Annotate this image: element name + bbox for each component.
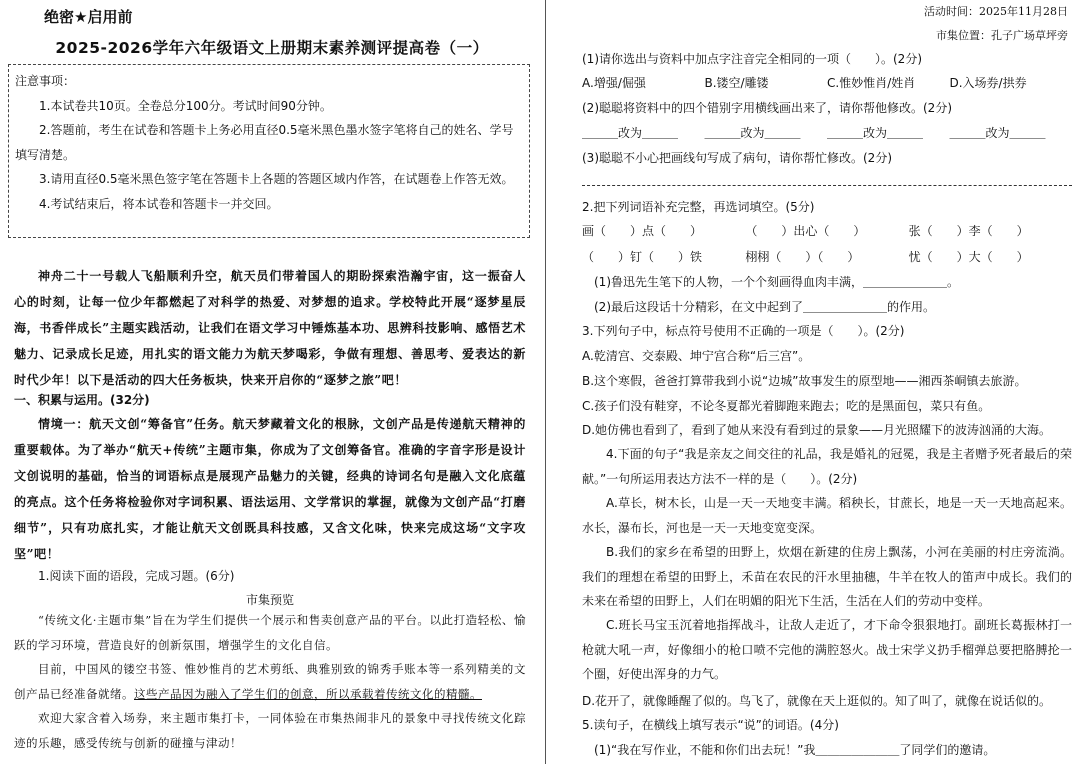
right-page	[556, 0, 1080, 764]
exam-title: 2025-2026学年六年级语文上册期末素养测评提高卷（一）	[55, 39, 489, 57]
word-blank: （ ）出心（ ）	[745, 224, 866, 238]
section-heading: 一、积累与运用。(32分)	[14, 393, 150, 407]
word-blank: 栩栩（ ）（ ）	[745, 250, 860, 264]
word-blank: 画（ ）点（ ）	[582, 224, 703, 238]
passage-text: 目前，中国风的镂空书签、惟妙惟肖的艺术剪纸、典雅别致的锦秀手账本等一系列精美的文创产品已经准备就绪。	[14, 662, 526, 701]
option-b: B.镂空/雕镂	[704, 76, 769, 90]
word-blank: 张（ ）李（ ）	[908, 224, 1029, 238]
word-blank: （ ）钉（ ）铁	[582, 250, 703, 264]
option-a: A.增强/倔强	[582, 76, 646, 90]
q2-words-row-2	[582, 248, 1072, 265]
question-2: 2.把下列词语补充完整，再选词填空。(5分)	[582, 200, 815, 214]
column-divider	[545, 0, 546, 764]
question-2-2: (2)最后这段话十分精彩，在文中起到了＿＿＿＿＿＿＿的作用。	[594, 300, 936, 314]
q2-words-row-1	[582, 222, 1072, 239]
question-5: 5.读句子，在横线上填写表示“说”的词语。(4分)	[582, 718, 839, 732]
passage-title: 市集预览	[245, 593, 294, 607]
q4-option-b-block	[582, 540, 1072, 614]
answer-blank: ＿＿＿改为＿＿＿	[582, 126, 679, 140]
question-4-text: 4.下面的句子“我是亲友之间交往的礼品，我是婚礼的冠冕，我是主者赠予死者最后的荣献。”一句所运用表达方法不一样的是（ ）。(2分)	[582, 447, 1072, 486]
answer-blank: ＿＿＿改为＿＿＿	[704, 126, 801, 140]
notice-item: 3.请用直径0.5毫米黑色签字笔在答题卡上各题的答题区域内作答，在试题卷上作答无效。	[39, 172, 514, 186]
q1-2-blanks	[582, 124, 1072, 141]
q4-option-a-block	[582, 491, 1072, 540]
market-location: 市集位置：孔子广场草坪旁	[936, 29, 1068, 42]
underlined-sentence: 这些产品因为融入了学生们的创意，所以承载着传统文化的精髓。	[134, 686, 482, 701]
q4-option-a: A.草长，树木长，山是一天一天地变丰满。稻秧长，甘蔗长，地是一天一天地高起来。水长，瀑布长，河也是一天一天地变宽变深。	[582, 496, 1072, 535]
option-d: D.入场券/拱券	[949, 76, 1027, 90]
question-2-1: (1)鲁迅先生笔下的人物，一个个刻画得血肉丰满，＿＿＿＿＿＿＿。	[594, 275, 960, 289]
left-page	[0, 0, 538, 764]
passage-paragraph	[14, 657, 526, 706]
question-1-1: (1)请你选出与资料中加点字注音完全相同的一项（ ）。(2分)	[582, 52, 922, 66]
answer-blank: ＿＿＿改为＿＿＿	[827, 126, 924, 140]
notice-item: 2.答题前，考生在试卷和答题卡上务必用直径0.5毫米黑色墨水签字笔将自己的姓名、学号填写清楚。	[15, 123, 514, 162]
q4-option-c-block	[582, 613, 1072, 687]
notice-item: 4.考试结束后，将本试卷和答题卡一并交回。	[39, 196, 279, 211]
notice-item: 1.本试卷共10页。全卷总分100分。考试时间90分钟。	[39, 98, 332, 113]
situation-paragraph: 情境一：航天文创“筹备官”任务。航天梦藏着文化的根脉，文创产品是传递航天精神的重要载体。为了举办“航天+传统”主题市集，你成为了文创筹备官。准确的字音字形是设计文创说明的基础，恰当的词语标点是展现产品魅力的关键，经典的诗词名句是融入文化底蕴的亮点。这个任务将检验你对字词积累、语法运用、文学常识的掌握，就像为文创产品“打磨细节”，只有功底扎实，才能让航天文创既具科技感，又含文化味，快来完成这场“文字攻坚”吧！	[14, 417, 526, 561]
passage-paragraph: 欢迎大家含着入场券，来主题市集打卡，一同体验在市集热闹非凡的景象中寻找传统文化踪迹的乐趣，感受传统与创新的碰撞与津动！	[14, 711, 526, 750]
activity-time: 活动时间：2025年11月28日	[924, 5, 1068, 18]
passage-paragraph: “传统文化·主题市集”旨在为学生们提供一个展示和售卖创意产品的平台。以此打造轻松、愉跃的学习环境，营造良好的创新氛围，增强学生的文化自信。	[14, 613, 526, 652]
answer-blank: ＿＿＿改为＿＿＿	[949, 126, 1046, 140]
question-4	[582, 442, 1072, 491]
q4-option-b: B.我们的家乡在希望的田野上，炊烟在新建的住房上飘荡，小河在美丽的村庄旁流淌。我们的理想在希望的田野上，禾苗在农民的汗水里抽穗，牛羊在牧人的笛声中成长。我们的未来在希望的田野上，人们在明媚的阳光下生活，生活在人们的劳动中变样。	[582, 545, 1072, 608]
question-1: 1.阅读下面的语段，完成习题。(6分)	[38, 569, 235, 583]
answer-line	[582, 185, 1072, 186]
option-c: C.惟妙惟肖/姓肖	[827, 76, 916, 90]
notice-box	[8, 64, 530, 238]
q4-option-c: C.班长马宝玉沉着地指挥战斗，让敌人走近了，才下命令狠狠地打。副班长葛振林打一枪就大吼一声，好像细小的枪口喷不完他的满腔怒火。战士宋学义扔手榴弹总要把胳膊抡一个圈，好使出浑身的力气。	[582, 618, 1072, 681]
q3-option-d: D.她仿佛也看到了，看到了她从来没有看到过的景象——月光照耀下的波涛汹涌的大海。	[582, 423, 1052, 437]
question-5-1: (1)“我在写作业，不能和你们出去玩！”我＿＿＿＿＿＿＿了同学们的邀请。	[594, 743, 996, 757]
question-1-3: (3)聪聪不小心把画线句写成了病句，请你帮忙修改。(2分)	[582, 151, 892, 165]
intro-paragraph: 神舟二十一号载人飞船顺利升空，航天员们带着国人的期盼探索浩瀚宇宙，这一振奋人心的时刻，让每一位少年都燃起了对科学的热爱、对梦想的追求。学校特此开展“逐梦星辰海，书香伴成长”主题实践活动，让我们在语文学习中锤炼基本功、思辨科技影响、感悟艺术魅力、记录成长足迹，用扎实的语文能力为航天梦喝彩，争做有理想、善思考、爱表达的新时代少年！以下是活动的四大任务板块，快来开启你的“逐梦之旅”吧！	[14, 269, 526, 387]
question-1-2: (2)聪聪将资料中的四个错别字用横线画出来了，请你帮他修改。(2分)	[582, 101, 952, 115]
question-3: 3.下列句子中，标点符号使用不正确的一项是（ ）。(2分)	[582, 324, 905, 338]
q3-option-b: B.这个寒假，爸爸打算带我到小说“边城”故事发生的原型地——湘西茶峒镇去旅游。	[582, 374, 1027, 388]
q3-option-a: A.乾清宫、交泰殿、坤宁宫合称“后三宫”。	[582, 349, 811, 363]
q3-option-c: C.孩子们没有鞋穿，不论冬夏都光着脚跑来跑去；吃的是黑面包，菜只有鱼。	[582, 399, 991, 413]
word-blank: 忧（ ）大（ ）	[908, 250, 1029, 264]
q1-1-options	[582, 74, 1072, 91]
secret-mark: 绝密★启用前	[44, 8, 133, 26]
q4-option-d: D.花开了，就像睡醒了似的。鸟飞了，就像在天上逛似的。知了叫了，就像在说话似的。	[582, 694, 1052, 708]
notice-heading: 注意事项：	[15, 74, 76, 88]
